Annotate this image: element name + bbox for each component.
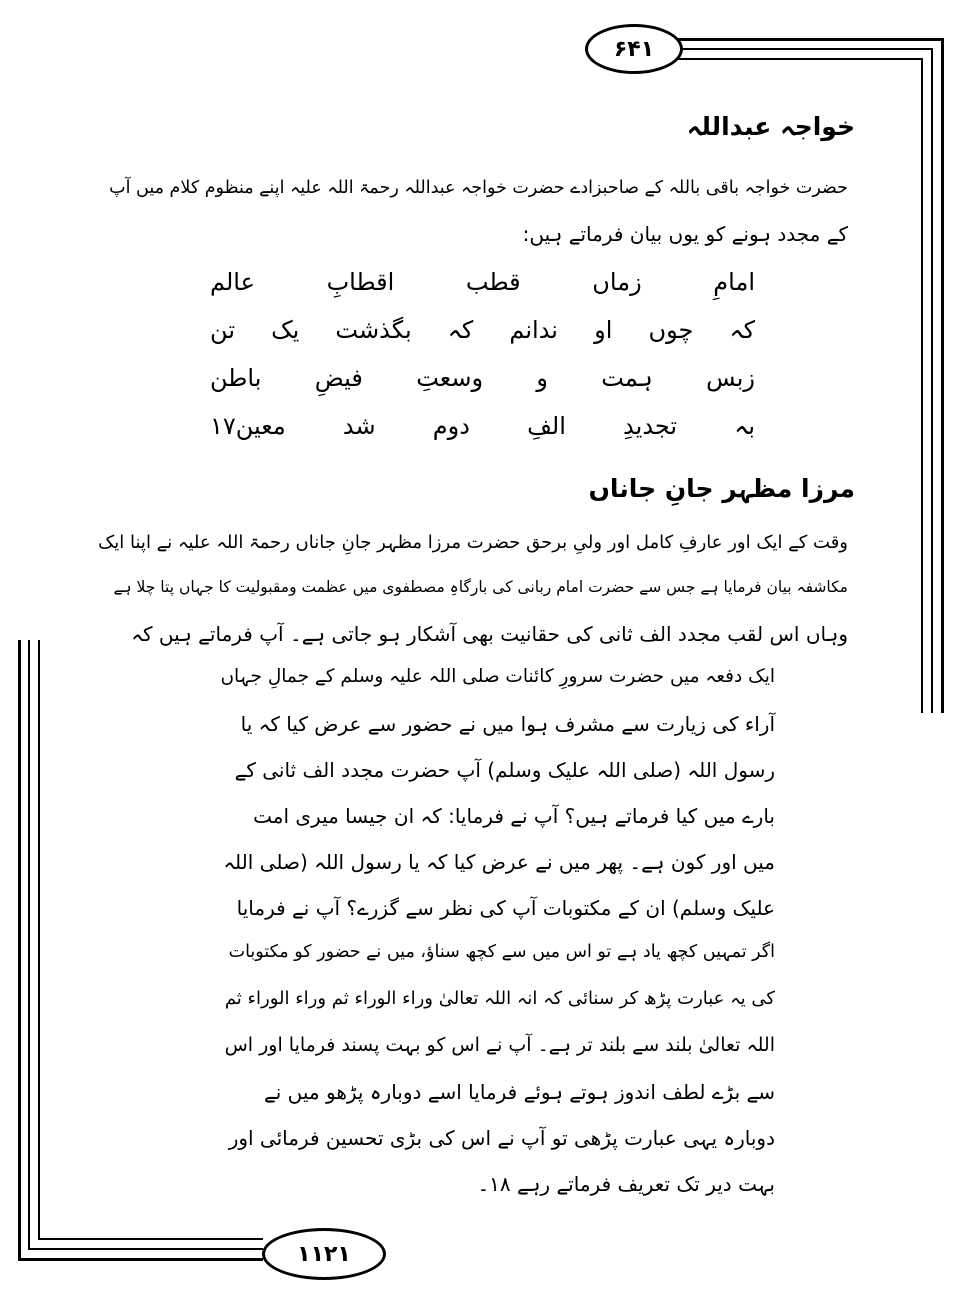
couplet-word: زبس	[706, 364, 755, 392]
couplet-word: فیضِ	[314, 364, 363, 392]
couplet-word: الفِ	[527, 412, 566, 440]
bottom-page-number-text: ۱۱۲۱	[297, 1241, 351, 1267]
quote-line: ایک دفعہ میں حضرت سرورِ کائنات صلی اللہ علیہ وسلم کے جمالِ جہاں	[220, 666, 775, 687]
couplet-word: باطن	[210, 364, 262, 392]
quote-line: دوبارہ یہی عبارت پڑھی تو آپ نے اس کی بڑی تحسین فرمائی اور	[228, 1126, 775, 1150]
couplet-word: عالم	[210, 268, 255, 296]
couplet-word: زماں	[592, 268, 642, 296]
couplet-word: دوم	[432, 412, 470, 440]
couplet-word: او	[594, 316, 613, 344]
quote-line: اگر تمہیں کچھ یاد ہے تو اس میں سے کچھ سناؤ، میں نے حضور کو مکتوبات	[228, 942, 775, 962]
right-frame-line-3	[921, 58, 923, 713]
couplet-word: بہ	[734, 412, 755, 440]
bottom-frame-line-3	[38, 1238, 263, 1240]
top-frame-line-3	[678, 58, 923, 60]
top-page-number-text: ۶۴۱	[613, 36, 655, 62]
couplet-word: ہمت	[601, 364, 653, 392]
quote-line: آراء کی زیارت سے مشرف ہوا میں نے حضور سے عرض کیا کہ یا	[240, 712, 775, 736]
section2-paragraph-line-2: مکاشفہ بیان فرمایا ہے جس سے حضرت امام ربانی کی بارگاہِ مصطفوی میں عظمت ومقبولیت کا جہاں پتا چلا ہے	[113, 578, 848, 596]
quote-line: بہت دیر تک تعریف فرماتے رہے ۱۸۔	[477, 1172, 775, 1196]
couplet-word: تجدیدِ	[623, 412, 678, 440]
couplet-row-2	[210, 316, 755, 344]
couplet-row-3	[210, 364, 755, 392]
quote-line: اللہ تعالیٰ بلند سے بلند تر ہے۔ آپ نے اس کو بہت پسند فرمایا اور اس	[224, 1034, 775, 1056]
quote-line: کی یہ عبارت پڑھ کر سنائی کہ انہ اللہ تعالیٰ وراء الوراء ثم وراء الوراء ثم	[224, 988, 775, 1009]
couplet-word: کہ	[447, 316, 474, 344]
top-frame-line-1	[678, 38, 943, 41]
section1-paragraph-line-2: کے مجدد ہونے کو یوں بیان فرماتے ہیں:	[522, 222, 848, 246]
couplet-word: تن	[210, 316, 235, 344]
left-frame-line-1	[18, 640, 21, 1260]
couplet-word: معین۱۷	[210, 412, 286, 440]
left-frame-line-3	[38, 640, 40, 1240]
couplet-word: امامِ	[713, 268, 755, 296]
couplet-word: چوں	[648, 316, 694, 344]
quote-line: بارے میں کیا فرماتے ہیں؟ آپ نے فرمایا: کہ ان جیسا میری امت	[253, 804, 775, 828]
couplet-word: قطب	[465, 268, 521, 296]
couplet-row-1	[210, 268, 755, 296]
top-page-number	[585, 24, 683, 74]
couplet-word: بگذشت	[335, 316, 412, 344]
couplet-word: اقطابِ	[326, 268, 395, 296]
quote-line: رسول اللہ (صلی اللہ علیک وسلم) آپ حضرت مجدد الف ثانی کے	[234, 758, 775, 782]
couplet-word: ندانم	[509, 316, 558, 344]
section1-heading: خواجہ عبداللہ	[686, 112, 855, 141]
couplet-row-4	[210, 412, 755, 440]
quote-line: علیک وسلم) ان کے مکتوبات آپ کی نظر سے گزرے؟ آپ نے فرمایا	[236, 896, 775, 920]
quote-line: سے بڑے لطف اندوز ہوتے ہوئے فرمایا اسے دوبارہ پڑھو میں نے	[264, 1080, 775, 1104]
couplet-word: شد	[342, 412, 376, 440]
section2-paragraph-line-3: وہاں اس لقب مجدد الف ثانی کی حقانیت بھی آشکار ہو جاتی ہے۔ آپ فرماتے ہیں کہ	[131, 622, 848, 646]
right-frame-line-2	[931, 48, 933, 713]
couplet-word: یک	[271, 316, 300, 344]
left-frame-line-2	[28, 640, 30, 1250]
quote-line: میں اور کون ہے۔ پھر میں نے عرض کیا کہ یا رسول اللہ (صلی اللہ	[223, 850, 775, 874]
couplet-word: و	[536, 364, 548, 392]
top-frame-line-2	[678, 48, 933, 50]
bottom-frame-line-2	[28, 1248, 263, 1250]
bottom-page-number	[262, 1228, 386, 1280]
couplet-word: وسعتِ	[416, 364, 484, 392]
section2-paragraph-line-1: وقت کے ایک اور عارفِ کامل اور ولیِ برحق حضرت مرزا مظہر جانِ جاناں رحمۃ اللہ علیہ نے اپنا ایک	[98, 532, 848, 553]
right-frame-line-1	[941, 38, 944, 713]
bottom-frame-line-1	[18, 1258, 263, 1261]
couplet-word: کہ	[729, 316, 755, 344]
section2-heading: مرزا مظہر جانِ جاناں	[588, 474, 855, 503]
section1-paragraph-line-1: حضرت خواجہ باقی باللہ کے صاحبزادے حضرت خواجہ عبداللہ رحمۃ اللہ علیہ اپنے منظوم کلام میں آپ	[109, 178, 848, 198]
